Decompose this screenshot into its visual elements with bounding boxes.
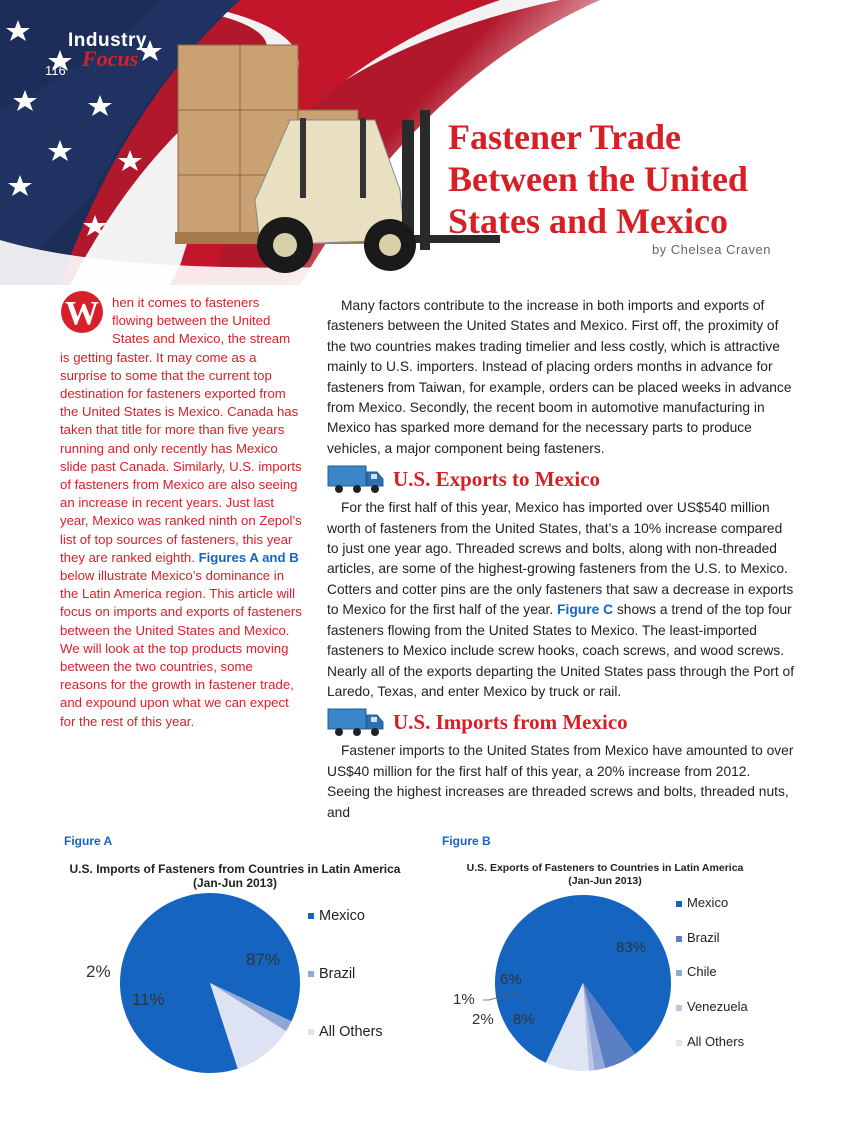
legend-label: Brazil [319,966,356,982]
figure-c-reference[interactable]: Figure C [557,602,614,618]
legend-item [308,966,355,982]
legend-label: Chile [687,964,717,979]
legend-item [676,964,717,979]
figure-a-title-text: U.S. Imports of Fasteners from Countries in Latin America [69,862,401,876]
subheading-imports [327,706,797,738]
figure-b-title [450,862,760,888]
lead-text-continued: below illustrate Mexico’s dominance in the Latin America region. This article will focus on imports and exports of fasteners between the United States and Mexico. We will look at the top products moving between the two countries, some reasons for the growth in fastener trade, and expound upon what we can expect for the rest of this year. [60,568,302,729]
pie-a-label-brazil: 2% [86,962,111,981]
legend-label: All Others [319,1024,383,1040]
figure-a-label: Figure A [64,834,113,848]
subheading-exports-title: U.S. Exports to Mexico [393,467,601,492]
body-text: For the first half of this year, Mexico has imported over US$540 million worth of fasteners from the United States, that’s a 10% increase compared to just one year ago. Threaded screws and bolts, along with non-threaded articles, are some of the highest-growing fasteners from the U.S. to Mexico. Cotters and cotter pins are the only fasteners that saw a decrease in exports to Mexico for the first half of the year. [327,500,794,618]
brand-industry: Industry [68,30,147,51]
legend-label: Brazil [687,930,720,945]
pie-b-label-mexico: 83% [616,939,647,956]
pie-b-label-venezuela: 1% [453,991,475,1008]
page-number: 116 [45,63,66,78]
brand-logo [68,30,147,71]
figures-ab-reference[interactable]: Figures A and B [198,549,299,565]
legend-item [308,908,365,924]
figure-a-subtitle: (Jan-Jun 2013) [192,876,278,890]
pie-a-label-mexico: 87% [246,950,281,969]
figure-b-subtitle: (Jan-Jun 2013) [568,875,642,887]
legend-item [676,930,720,945]
byline: by Chelsea Craven [651,242,771,257]
legend-item [676,999,748,1014]
lead-text: hen it comes to fasteners flowing between the United States and Mexico, the stream is getting faster. It may come as a surprise to some that the current top destination for fasteners exported from the United States is Mexico. Canada has taken that title for more than five years running and only recently has Mexico slide past Canada. Similarly, U.S. imports of fasteners from Mexico are also seeing an increase in recent years. Just last year, Mexico was ranked ninth on Zepol’s list of top sources of fasteners, this year they are ranked eighth. [60,295,302,565]
truck-icon [327,706,385,738]
lead-paragraph [60,294,303,731]
subheading-exports [327,463,797,495]
figure-b-label: Figure B [442,834,491,848]
pie-b-label-others: 8% [513,1011,535,1028]
figure-a-title [60,862,410,890]
body-text: shows a trend of the top four fasteners flowing from the United States to Mexico. The least-imported fasteners to Mexico include screw hooks, coach screws, and wood screws. Nearly all of the exports departing the United States pass through the Port of Laredo, Texas, and enter Mexico by truck or rail. [327,602,795,699]
drop-cap [60,290,110,334]
body-column [327,296,797,823]
article-title [448,116,848,242]
figure-b-title-text: U.S. Exports of Fasteners to Countries in Latin America [466,862,744,874]
subheading-imports-title: U.S. Imports from Mexico [393,710,628,735]
leader-line [481,990,521,1010]
legend-item [676,895,728,910]
legend-item [676,1034,744,1049]
svg-text:W: W [65,295,99,332]
legend-label: All Others [687,1034,745,1049]
truck-icon [327,463,385,495]
legend-item [308,1024,383,1040]
title-line: States and Mexico [448,201,728,241]
title-line: Fastener Trade [448,117,681,157]
body-paragraph [327,498,797,702]
body-paragraph: Fastener imports to the United States from Mexico have amounted to over US$40 million for the first half of this year, a 20% increase from 2012. Seeing the highest increases are threaded screws and bolts, threaded nuts, and [327,743,794,820]
legend-label: Mexico [319,908,365,924]
figure-a-pie-chart [110,888,310,1078]
pie-a-label-others: 11% [132,990,165,1009]
title-line: Between the United [448,159,748,199]
brand-focus: Focus [82,46,139,71]
pie-b-label-brazil: 6% [500,971,522,988]
legend-label: Mexico [687,895,729,910]
pie-b-label-chile: 2% [472,1011,494,1028]
legend-label: Venezuela [687,999,748,1014]
body-paragraph: Many factors contribute to the increase in both imports and exports of fasteners between the United States and Mexico. First off, the proximity of the two countries makes trading timelier and less costly, which is attractive mainly to U.S. importers. Instead of placing orders months in advance for fasteners from Taiwan, for example, orders can be placed weeks in advance from Mexico. Secondly, the recent boom in automotive manufacturing in Mexico has sparked more demand for the necessary parts to produce vehicles, a major component being fasteners. [327,298,792,456]
